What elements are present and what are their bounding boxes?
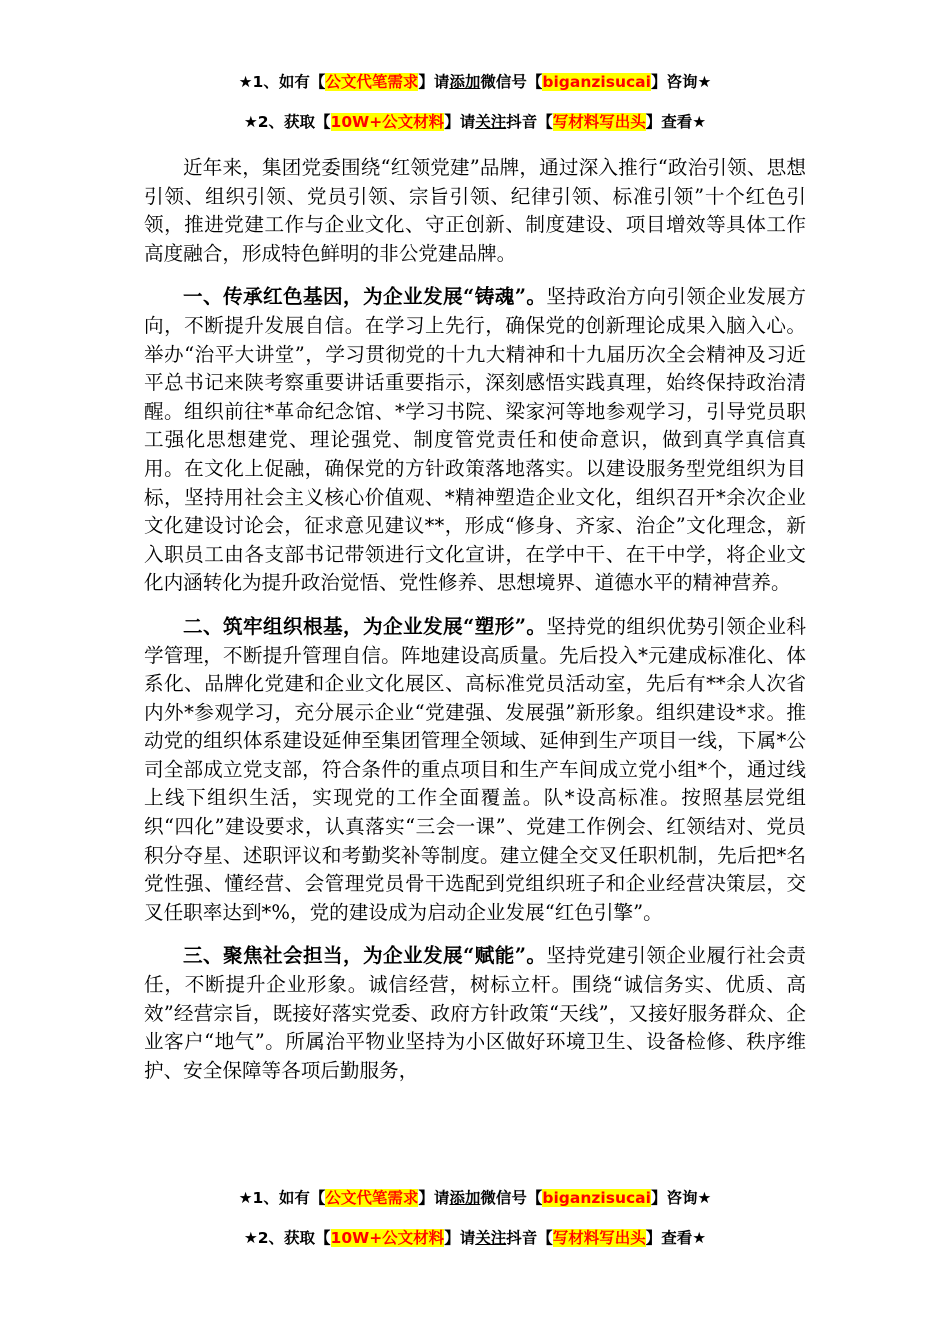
banner-text: 】请 bbox=[418, 1189, 450, 1207]
banner-text: 微信号【 bbox=[480, 73, 543, 91]
banner-text: ★2、获取【 bbox=[243, 1229, 331, 1247]
banner-text: 】请 bbox=[418, 73, 450, 91]
banner-emphasis: 关注 bbox=[475, 113, 507, 131]
paragraph-text: 坚持党建引领企业履行社会责任，不断提升企业形象。诚信经营，树标立杆。围绕“诚信务实、优质、高效”经营宗旨，既接好落实党委、政府方针政策“天线”，又接好服务群众、企业客户“地气”。所属治平物业坚持为小区做好环境卫生、设备检修、秩序维护、安全保障等各项后勤服务， bbox=[144, 944, 807, 1082]
promo-banner-top-2 bbox=[0, 110, 950, 134]
banner-highlight: 写材料写出头 bbox=[552, 1229, 646, 1247]
banner-highlight: 公文代笔需求 bbox=[325, 1189, 419, 1207]
banner-text: 】咨询★ bbox=[650, 1189, 712, 1207]
banner-text: 抖音【 bbox=[506, 1229, 553, 1247]
section-heading: 三、聚焦社会担当，为企业发展“赋能”。 bbox=[183, 944, 547, 968]
banner-highlight: biganzisucai bbox=[542, 73, 651, 91]
banner-text: ★2、获取【 bbox=[243, 113, 331, 131]
banner-emphasis: 添加 bbox=[449, 1189, 481, 1207]
banner-highlight: biganzisucai bbox=[542, 1189, 651, 1207]
banner-emphasis: 关注 bbox=[475, 1229, 507, 1247]
banner-text: 】查看★ bbox=[645, 113, 707, 131]
promo-banner-bottom-1 bbox=[0, 1186, 950, 1210]
paragraph-text: 坚持党的组织优势引领企业科学管理，不断提升管理自信。阵地建设高质量。先后投入*元建成标准化、体系化、品牌化党建和企业文化展区、高标准党员活动室，先后有**余人次省内外*参观学习，充分展示企业“党建强、发展强”新形象。组织建设*求。推动党的组织体系建设延伸至集团管理全领域、延伸到生产项目一线，下属*公司全部成立党支部，符合条件的重点项目和生产车间成立党小组*个，通过线上线下组织生活，实现党的工作全面覆盖。队*设高标准。按照基层党组织“四化”建设要求，认真落实“三会一课”、党建工作例会、红领结对、党员积分夺星、述职评议和考勤奖补等制度。建立健全交叉任职机制，先后把*名党性强、懂经营、会管理党员骨干选配到党组织班子和企业经营决策层，交叉任职率达到*%，党的建设成为启动企业发展“红色引擎”。 bbox=[144, 614, 807, 924]
promo-banner-top-1 bbox=[0, 70, 950, 94]
section-2-paragraph bbox=[144, 613, 806, 928]
promo-banner-bottom-2 bbox=[0, 1226, 950, 1250]
section-heading: 二、筑牢组织根基，为企业发展“塑形”。 bbox=[183, 614, 547, 638]
article-body bbox=[144, 154, 806, 1100]
banner-highlight: 写材料写出头 bbox=[552, 113, 646, 131]
section-1-paragraph bbox=[144, 283, 806, 598]
banner-text: 】咨询★ bbox=[650, 73, 712, 91]
banner-text: 微信号【 bbox=[480, 1189, 543, 1207]
banner-text: 】查看★ bbox=[645, 1229, 707, 1247]
banner-text: ★1、如有【 bbox=[238, 73, 326, 91]
banner-highlight: 10W+公文材料 bbox=[330, 113, 445, 131]
banner-text: ★1、如有【 bbox=[238, 1189, 326, 1207]
banner-emphasis: 添加 bbox=[449, 73, 481, 91]
banner-text: 抖音【 bbox=[506, 113, 553, 131]
paragraph-text: 坚持政治方向引领企业发展方向，不断提升发展自信。在学习上先行，确保党的创新理论成果入脑入心。举办“治平大讲堂”，学习贯彻党的十九大精神和十九届历次全会精神及习近平总书记来陕考察重要讲话重要指示，深刻感悟实践真理，始终保持政治清醒。组织前往*革命纪念馆、*学习书院、梁家河等地参观学习，引导党员职工强化思想建党、理论强党、制度管党责任和使命意识，做到真学真信真用。在文化上促融，确保党的方针政策落地落实。以建设服务型党组织为目标，坚持用社会主义核心价值观、*精神塑造企业文化，组织召开*余次企业文化建设讨论会，征求意见建议**，形成“修身、齐家、治企”文化理念，新入职员工由各支部书记带领进行文化宣讲，在学中干、在干中学，将企业文化内涵转化为提升政治觉悟、党性修养、思想境界、道德水平的精神营养。 bbox=[144, 285, 807, 595]
section-heading: 一、传承红色基因，为企业发展“铸魂”。 bbox=[183, 285, 547, 309]
section-3-paragraph bbox=[144, 942, 806, 1085]
banner-text: 】请 bbox=[444, 1229, 476, 1247]
banner-highlight: 公文代笔需求 bbox=[325, 73, 419, 91]
banner-text: 】请 bbox=[444, 113, 476, 131]
paragraph-text: 近年来，集团党委围绕“红领党建”品牌，通过深入推行“政治引领、思想引领、组织引领、党员引领、宗旨引领、纪律引领、标准引领”十个红色引领，推进党建工作与企业文化、守正创新、制度建设、项目增效等具体工作高度融合，形成特色鲜明的非公党建品牌。 bbox=[144, 156, 806, 265]
banner-highlight: 10W+公文材料 bbox=[330, 1229, 445, 1247]
intro-paragraph bbox=[144, 154, 806, 268]
